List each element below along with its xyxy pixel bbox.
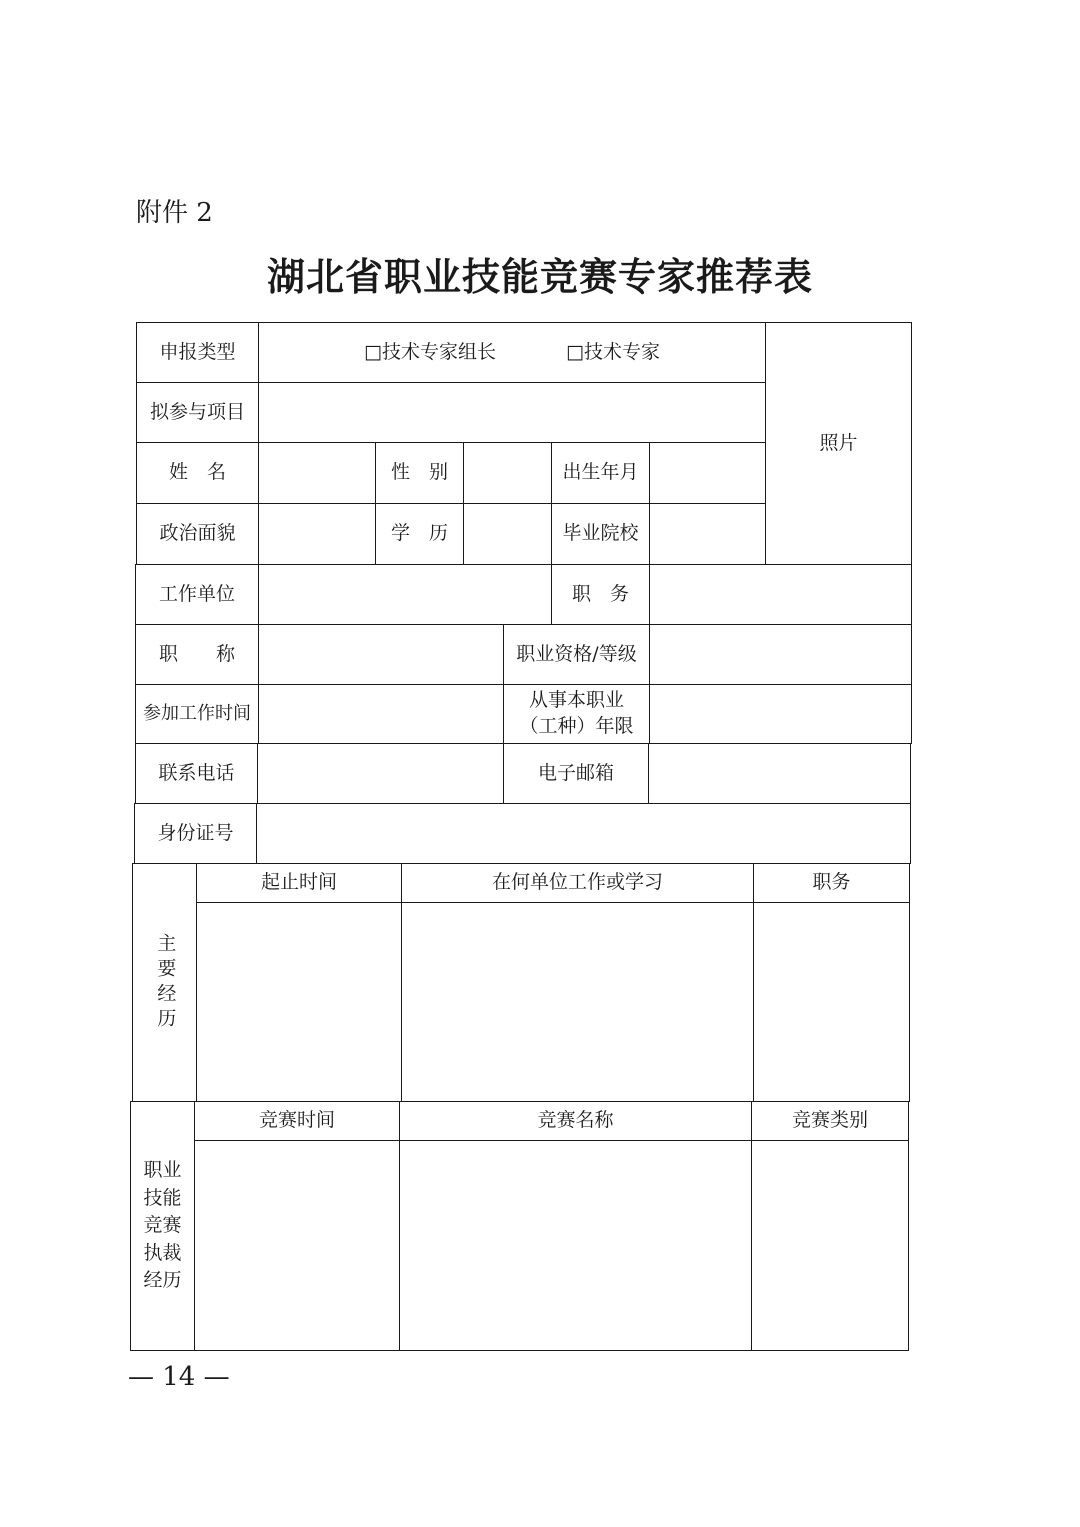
phone-label: 联系电话 <box>135 743 258 804</box>
qualification-label: 职业资格/等级 <box>503 624 650 685</box>
attachment-label: 附件 2 <box>136 198 213 228</box>
email-label: 电子邮箱 <box>503 743 649 804</box>
years-field[interactable] <box>649 684 912 744</box>
education-field[interactable] <box>463 503 552 565</box>
competition-header-time: 竞赛时间 <box>194 1101 400 1141</box>
work-start-label: 参加工作时间 <box>135 684 259 744</box>
competition-name-field[interactable] <box>399 1140 752 1351</box>
experience-employer-field[interactable] <box>401 902 754 1102</box>
employer-field[interactable] <box>258 564 552 625</box>
experience-period-field[interactable] <box>196 902 402 1102</box>
name-field[interactable] <box>258 442 376 504</box>
politics-field[interactable] <box>258 503 376 565</box>
page-title: 湖北省职业技能竞赛专家推荐表 <box>266 254 813 299</box>
competition-line-5: 经历 <box>143 1269 182 1292</box>
competition-category-field[interactable] <box>751 1140 909 1351</box>
competition-line-1: 职业 <box>143 1159 182 1182</box>
experience-section-text: 主要经历 <box>154 932 177 1033</box>
years-label-line1: 从事本职业 <box>528 689 624 712</box>
report-type-options <box>258 322 766 383</box>
project-label: 拟参与项目 <box>136 382 259 443</box>
competition-section-label <box>130 1101 195 1351</box>
competition-header-name: 竞赛名称 <box>399 1101 752 1141</box>
employer-label: 工作单位 <box>135 564 259 625</box>
experience-header-period: 起止时间 <box>196 863 402 903</box>
experience-section-label <box>132 863 197 1102</box>
experience-header-position: 职务 <box>753 863 910 903</box>
experience-position-field[interactable] <box>753 902 910 1102</box>
email-field[interactable] <box>648 743 911 804</box>
competition-line-3: 竞赛 <box>143 1214 182 1237</box>
competition-line-4: 执裁 <box>143 1241 182 1264</box>
work-start-field[interactable] <box>258 684 504 744</box>
years-label <box>503 684 650 744</box>
title-field[interactable] <box>258 624 504 685</box>
option-expert-checkbox[interactable]: □技术专家 <box>566 340 660 363</box>
position-field[interactable] <box>649 564 912 625</box>
report-type-label: 申报类型 <box>136 322 259 383</box>
id-label: 身份证号 <box>134 803 257 864</box>
qualification-field[interactable] <box>649 624 912 685</box>
photo-box: 照片 <box>765 322 912 565</box>
competition-header-category: 竞赛类别 <box>751 1101 909 1141</box>
position-label: 职 务 <box>551 564 650 625</box>
title-label: 职 称 <box>135 624 259 685</box>
page-number: — 14 — <box>128 1362 230 1392</box>
gender-label: 性 别 <box>375 442 464 504</box>
competition-section-text <box>143 1157 181 1295</box>
birth-label: 出生年月 <box>551 442 650 504</box>
school-field[interactable] <box>649 503 766 565</box>
birth-field[interactable] <box>649 442 766 504</box>
name-label: 姓 名 <box>136 442 259 504</box>
competition-time-field[interactable] <box>194 1140 400 1351</box>
education-label: 学 历 <box>375 503 464 565</box>
option-leader-checkbox[interactable]: □技术专家组长 <box>364 340 496 363</box>
phone-field[interactable] <box>257 743 504 804</box>
project-field[interactable] <box>258 382 766 443</box>
school-label: 毕业院校 <box>551 503 650 565</box>
id-field[interactable] <box>256 803 911 864</box>
politics-label: 政治面貌 <box>136 503 259 565</box>
years-label-line2: （工种）年限 <box>519 715 634 737</box>
experience-header-employer: 在何单位工作或学习 <box>401 863 754 903</box>
competition-line-2: 技能 <box>143 1186 182 1209</box>
gender-field[interactable] <box>463 442 552 504</box>
